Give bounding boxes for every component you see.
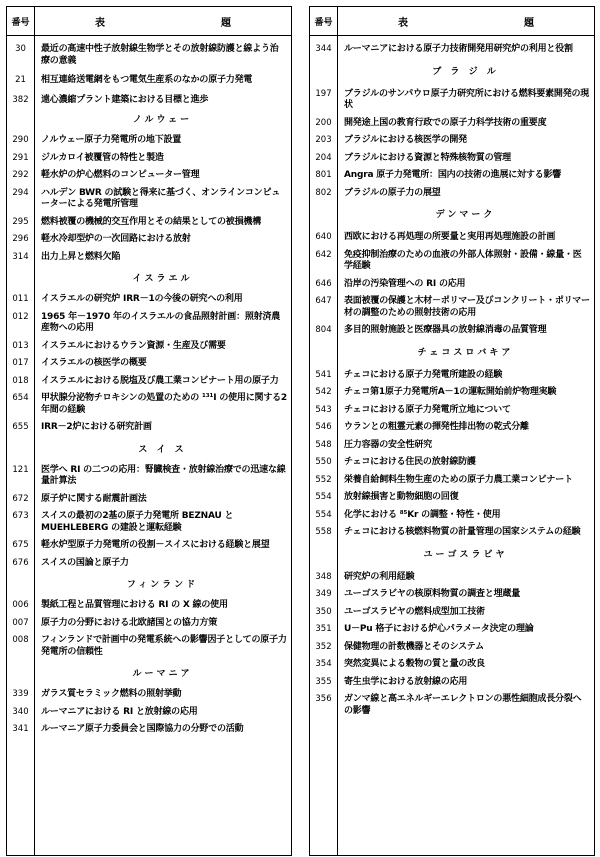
entry-title: 表面被覆の保護と木材－ポリマー及びコンクリート・ポリマー材の調整のための照射技術の応用 [344,296,590,318]
table-row [7,170,291,182]
entry-number: 550 [315,457,332,467]
section-heading: ブ ラ ジ ル [432,66,499,77]
entry-number: 554 [315,509,332,520]
entry-title: 沿岸の汚染管理への RI の応用 [344,278,466,289]
table-row [7,135,291,147]
table-row [310,694,594,717]
section-heading: デンマーク [435,210,496,220]
table-row [310,44,594,56]
entry-number: 006 [12,600,29,610]
table-row [7,188,291,211]
entry-title: ウランとの粗霊元素の揮発性排出物の乾式分離 [344,422,529,432]
table-row [310,232,594,244]
header-number: 番号 [310,7,338,35]
entry-title: イスラエルの核医学の概要 [41,358,147,368]
table-row [310,170,594,182]
entry-number: 642 [315,249,332,260]
section-heading: ユーゴスラビヤ [423,549,508,560]
entry-number: 354 [315,659,332,669]
table-row [310,250,594,273]
entry-number: 356 [315,694,332,704]
entry-number: 546 [315,422,332,432]
entry-number: 542 [315,387,332,397]
entry-title: ジルカロイ被覆管の特性と製造 [41,152,164,163]
entry-title: 研究炉の利用経験 [344,571,415,582]
entry-title: 1965 年－1970 年のイスラエルの食品照射計画：照射済農産物への応用 [41,311,281,333]
table-row [310,135,594,147]
table-row [7,358,291,370]
left-table-body [7,36,291,855]
table-row [7,635,291,658]
table-row [310,589,594,601]
table-row [310,188,594,200]
entry-number: 341 [12,724,29,734]
entry-number: 017 [12,358,29,368]
entry-title: 化学における ⁸⁵Kr の調整・特性・使用 [344,509,501,520]
entry-title: ノルウェー原子力発電所の地下設置 [41,135,182,145]
entry-number: 295 [12,216,29,227]
table-row [310,659,594,671]
entry-number: 673 [12,511,29,521]
entry-number: 339 [12,689,29,699]
table-row [7,540,291,552]
table-row [310,527,594,539]
entry-title: U－Pu 格子における炉心パラメータ決定の理論 [344,624,534,634]
entry-number: 801 [315,170,332,180]
entry-number: 290 [12,135,29,145]
entry-title: ブラジルにおける核医学の開発 [344,135,467,145]
section-heading: チェコスロバキア [417,347,514,358]
entry-number: 543 [315,404,332,415]
entry-number: 340 [12,706,29,717]
table-row [310,572,594,584]
table-row [310,387,594,399]
table-row [7,252,291,264]
entry-number: 548 [315,439,332,450]
entry-title: チェコにおける住民の放射線防護 [344,457,476,467]
table-row [310,475,594,487]
entry-title: チェコにおける原子力発電所立地について [344,404,511,415]
entry-title: ルーマニア原子力委員会と国際協力の分野での活動 [41,724,244,734]
entry-number: 21 [15,75,26,85]
right-table-body [310,36,594,855]
entry-number: 197 [315,88,332,99]
entry-number: 554 [315,492,332,502]
table-row [7,689,291,701]
table-header [310,7,594,36]
table-row [7,618,291,630]
section-heading: フィンランド [126,580,199,590]
entry-title: 原子力の分野における北欧諸国との協力方策 [41,617,218,628]
entry-title: 西欧における再処理の所要量と実用再処理施設の計画 [344,232,556,242]
entry-title: イスラエルにおけるウラン資源・生産及び需要 [41,340,226,351]
entry-number: 675 [12,540,29,550]
table-row [7,558,291,570]
entry-title: スイスの国論と原子力 [41,557,129,568]
right-table [309,6,595,856]
table-row [310,510,594,522]
table-row [7,341,291,353]
entry-title: ルーマニアにおける RI と放射線の応用 [41,706,198,717]
entry-number: 349 [315,589,332,599]
entry-title: ユーゴスラビヤの核原料物質の調査と埋蔵量 [344,589,521,599]
entry-number: 203 [315,135,332,145]
entry-number: 008 [12,635,29,645]
header-number: 番号 [7,7,35,35]
table-row [310,677,594,689]
entry-number: 640 [315,232,332,242]
entry-title: イスラエルにおける脱塩及び農工業コンビナート用の原子力 [41,375,279,386]
entry-number: 314 [12,251,29,262]
entry-title: 突然変異による穀物の質と量の改良 [344,659,485,669]
entry-title: ハルデン BWR の試験と得来に基づく、オンラインコンピューターによる発電所管理 [41,187,281,209]
table-row [310,370,594,382]
entry-title: 原子炉に関する耐震計画法 [41,493,147,504]
entry-title: イスラエルの研究炉 IRR－1の今後の研究への利用 [41,294,243,304]
table-row [310,624,594,636]
section-heading: イスラエル [132,274,193,284]
table-row [7,44,291,67]
entry-number: 013 [12,340,29,351]
entry-number: 291 [12,152,29,163]
entry-title: チェコにおける核燃料物質の計量管理の国家システムの経験 [344,527,581,537]
entry-number: 204 [315,152,332,163]
entry-number: 121 [12,464,29,475]
entry-number: 382 [12,94,29,105]
entry-number: 348 [315,571,332,582]
table-row [310,296,594,319]
entry-number: 011 [12,294,29,304]
entry-number: 804 [315,325,332,335]
table-row [310,405,594,417]
entry-number: 646 [315,278,332,289]
entry-number: 654 [12,393,29,403]
entry-number: 676 [12,557,29,568]
table-row [310,440,594,452]
entry-title: 軽水冷却型炉の一次回路における放射 [41,234,191,244]
entry-number: 018 [12,375,29,386]
entry-title: 圧力容器の安全性研究 [344,439,433,450]
table-header [7,7,291,36]
entry-number: 802 [315,187,332,198]
entry-title: 燃料被覆の機械的交互作用とその結果としての被損機構 [41,216,262,227]
entry-title: 栄養自給飼料生物生産のための原子力農工業コンビナート [344,474,573,485]
entry-title: 放射線損害と動物細胞の回復 [344,492,459,502]
table-row [7,724,291,736]
entry-title: 最近の高速中性子放射線生物学とその放射線防護と線よう治療の意義 [41,44,279,66]
entry-title: 相互連絡送電網をもつ電気生産系のなかの原子力発電 [41,75,253,85]
entry-title: 医学へ RI の二つの応用：腎臓検査・放射線治療での迅速な線量計算法 [41,464,286,486]
table-row [7,75,291,87]
entry-title: ブラジルの原子力の展望 [344,187,441,198]
table-row [310,118,594,130]
entry-title: 軽水炉型原子力発電所の役割－スイスにおける経験と展望 [41,540,270,550]
table-row [7,153,291,165]
entry-title: ブラジルのサンパウロ原子力研究所における燃料要素開発の現状 [344,88,590,110]
entry-number: 344 [315,44,332,54]
table-row [7,422,291,434]
entry-number: 355 [315,676,332,687]
section-heading: ノルウェー [132,115,193,125]
entry-number: 294 [12,187,29,198]
entry-number: 007 [12,617,29,628]
entry-title: 製紙工程と品質管理における RI の X 線の使用 [41,600,228,610]
entry-number: 30 [15,44,26,54]
entry-number: 351 [315,624,332,634]
entry-number: 558 [315,527,332,537]
table-row [310,422,594,434]
header-title: 表 題 [398,17,534,29]
entry-title: ブラジルにおける資源と特殊核物質の管理 [344,152,511,163]
table-row [7,494,291,506]
table-row [7,511,291,534]
table-row [7,234,291,246]
entry-number: 012 [12,311,29,322]
entry-title: 寄生虫学における放射線の応用 [344,676,468,687]
table-row [310,642,594,654]
entry-number: 200 [315,117,332,128]
table-row [310,279,594,291]
table-row [310,153,594,165]
entry-title: ガラス質セラミック燃料の照射挙動 [41,689,182,699]
entry-title: ユーゴスラビヤの燃料成型加工技術 [344,606,485,617]
section-heading: ス イ ス [138,444,187,455]
table-row [7,376,291,388]
table-row [310,457,594,469]
entry-title: チェコ第1原子力発電所A－1の運転開始前炉物理実験 [344,387,557,397]
entry-title: 甲状腺分泌物チロキシンの処置のための ¹³¹I の使用に関する2年間の経験 [41,393,287,415]
table-row [310,89,594,112]
entry-title: IRR－2炉における研究計画 [41,422,152,432]
entry-number: 672 [12,493,29,504]
table-row [7,707,291,719]
table-row [7,95,291,107]
entry-number: 352 [315,641,332,652]
table-row [7,600,291,612]
entry-title: 軽水炉の炉心燃料のコンピューター管理 [41,170,200,180]
section-heading: ルーマニア [132,669,193,679]
entry-title: 多目的照射施設と医療器具の放射線消毒の品質管理 [344,325,547,335]
table-row [310,492,594,504]
entry-title: 保健物理の計数機器とそのシステム [344,641,484,652]
entry-number: 296 [12,234,29,244]
entry-number: 655 [12,422,29,432]
table-row [7,294,291,306]
entry-number: 541 [315,369,332,380]
entry-title: 出力上昇と燃料欠陥 [41,251,121,262]
entry-number: 647 [315,296,332,306]
entry-title: 免疫抑制治療のための血液の外部人体照射・設備・線量・医学経験 [344,249,582,271]
table-row [7,312,291,335]
entry-number: 292 [12,170,29,180]
table-row [310,325,594,337]
entry-title: スイスの最初の2基の原子力発電所 BEZNAU と MUEHLEBERG の建設と運転経験 [41,511,234,533]
entry-number: 350 [315,606,332,617]
table-row [7,217,291,229]
entry-title: ルーマニアにおける原子力技術開発用研究炉の利用と役割 [344,44,573,54]
table-row [7,393,291,416]
entry-title: 開発途上国の教育行政での原子力科学技術の重要度 [344,117,547,128]
entry-title: ガンマ線と高エネルギーエレクトロンの悪性細胞成長分裂への影響 [344,694,582,716]
header-title: 表 題 [95,17,231,29]
table-row [7,465,291,488]
entry-number: 552 [315,474,332,485]
left-table [6,6,292,856]
entry-title: フィンランドで計画中の発電系統への影響因子としての原子力発電所の信頼性 [41,635,287,657]
entry-title: チェコにおける原子力発電所建設の経験 [344,369,503,380]
entry-title: 遠心濃縮プラント建築における目標と進歩 [41,94,209,105]
entry-title: Angra 原子力発電所：国内の技術の進展に対する影響 [344,170,562,180]
table-row [310,607,594,619]
